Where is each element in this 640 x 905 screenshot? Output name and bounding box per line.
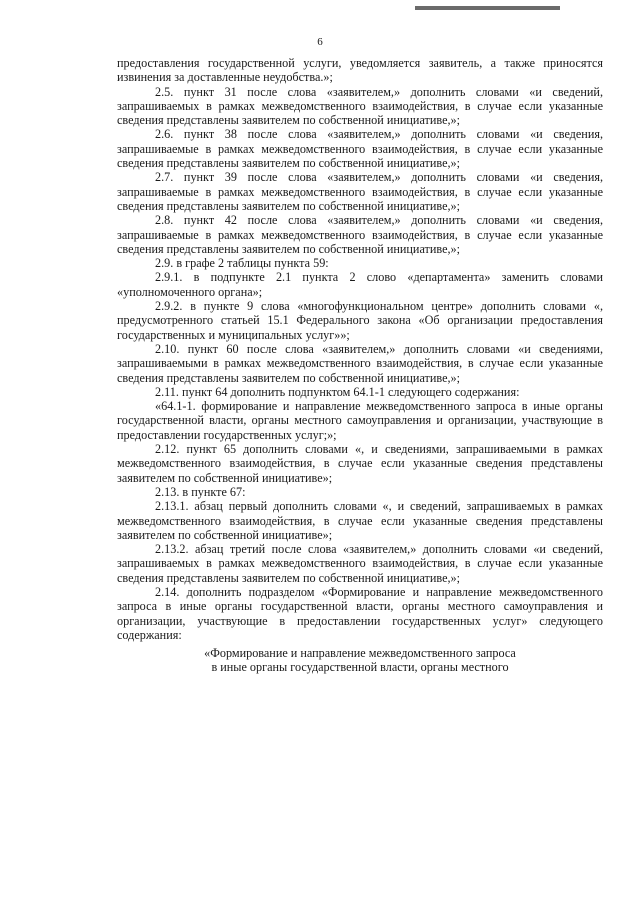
paragraph: 2.6. пункт 38 после слова «заявителем,» дополнить словами «и сведения, запрашиваемые в рамках межведомственного взаимодействия, в случае если указанные сведения представлены заявителем по собственной инициативе,»; [117, 127, 603, 171]
paragraph: 2.12. пункт 65 дополнить словами «, и сведениями, запрашиваемыми в рамках межведомственного взаимодействия, в случае если указанные сведения представлены заявителем по собственной инициативе»; [117, 442, 603, 485]
page-number: 6 [317, 36, 323, 48]
scan-artifact [415, 6, 560, 10]
paragraph: 2.9. в графе 2 таблицы пункта 59: [155, 256, 329, 271]
paragraph: 2.5. пункт 31 после слова «заявителем,» дополнить словами «и сведений, запрашиваемых в рамках межведомственного взаимодействия, в случае если указанные сведения представлены заявителем по собственной инициативе,»; [117, 84, 603, 128]
paragraph: 2.13.1. абзац первый дополнить словами «, и сведений, запрашиваемых в рамках межведомственного взаимодействия, в случае если указанные сведения представлены заявителем по собственной инициативе»; [117, 499, 603, 542]
paragraph: 2.9.1. в подпункте 2.1 пункта 2 слово «департамента» заменить словами «уполномоченного органа»; [117, 270, 603, 299]
subsection-heading-line: «Формирование и направление межведомственного запроса [204, 646, 516, 661]
paragraph: 2.8. пункт 42 после слова «заявителем,» дополнить словами «и сведения, запрашиваемые в рамках межведомственного взаимодействия, в случае если указанные сведения представлены заявителем по собственной инициативе,»; [117, 213, 603, 256]
paragraph: 2.9.2. в пункте 9 слова «многофункциональном центре» дополнить словами «, предусмотренного статьей 15.1 Федерального закона «Об организации предоставления государственных и муниципальных услуг»»; [117, 299, 603, 342]
paragraph: 2.11. пункт 64 дополнить подпунктом 64.1-1 следующего содержания: [155, 384, 520, 399]
paragraph: 2.14. дополнить подразделом «Формирование и направление межведомственного запроса в иные органы государственной власти, органы местного самоуправления и организации, участвующие в предоставлении государственных услуг» следующего содержания: [117, 584, 603, 642]
paragraph: «64.1-1. формирование и направление межведомственного запроса в иные органы государственной власти, органы местного самоуправления и организации, участвующие в предоставлении государственных услуг;»; [117, 399, 603, 442]
paragraph: 2.13.2. абзац третий после слова «заявителем,» дополнить словами «и сведений, запрашиваемых в рамках межведомственного взаимодействия, в случае если указанные сведения представлены заявителем по собственной инициативе,»; [117, 542, 603, 585]
paragraph: 2.10. пункт 60 после слова «заявителем,» дополнить словами «и сведениями, запрашиваемыми в рамках межведомственного взаимодействия, в случае если указанные сведения представлены заявителем по собственной инициативе,»; [117, 341, 603, 385]
subsection-heading-line: в иные органы государственной власти, органы местного [211, 660, 509, 675]
paragraph: 2.7. пункт 39 после слова «заявителем,» дополнить словами «и сведения, запрашиваемые в рамках межведомственного взаимодействия, в случае если указанные сведения представлены заявителем по собственной инициативе,»; [117, 170, 603, 213]
paragraph: 2.13. в пункте 67: [155, 484, 246, 499]
paragraph: предоставления государственной услуги, уведомляется заявитель, а также приносятся извинения за доставленные неудобства.»; [117, 56, 603, 85]
document-body [117, 56, 603, 675]
